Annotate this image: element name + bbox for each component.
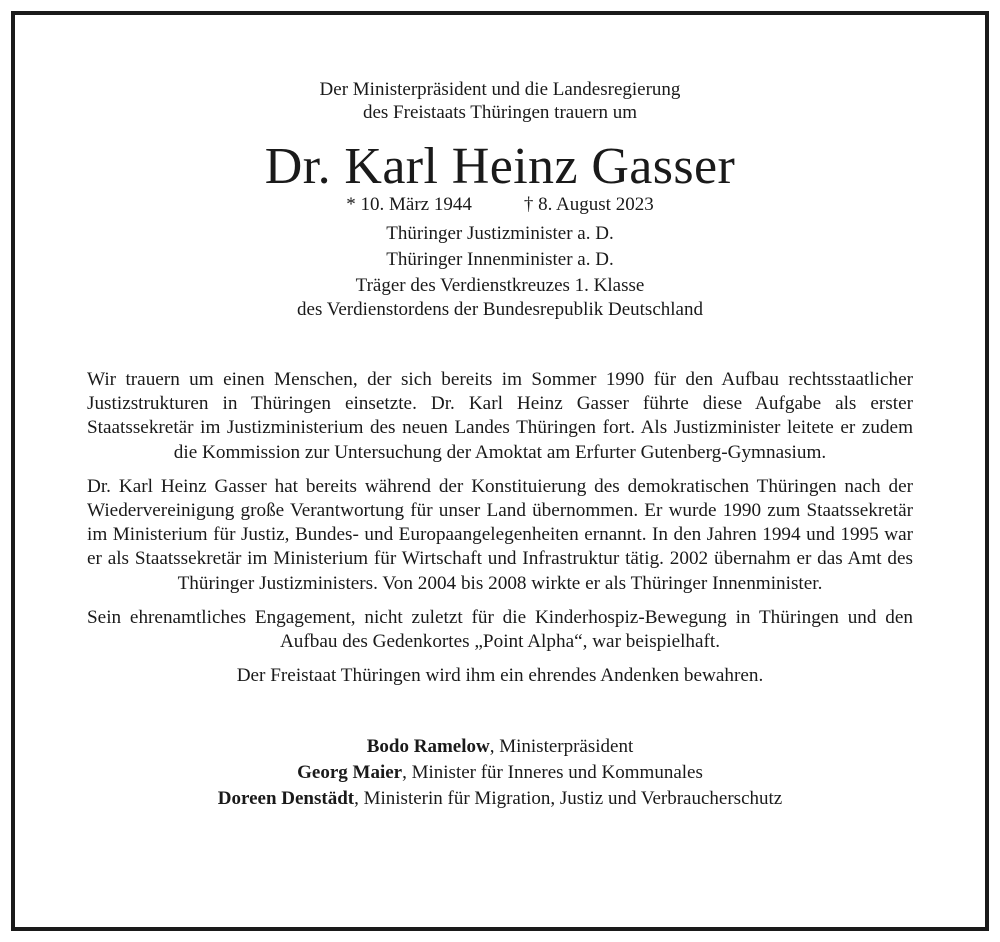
signer-name: Bodo Ramelow: [366, 736, 490, 758]
closing-line: Der Freistaat Thüringen wird ihm ein ehrendes Andenken bewahren.: [236, 665, 764, 687]
signature-block: [87, 734, 913, 812]
death-date: † 8. August 2023: [523, 194, 654, 215]
obituary-notice: [87, 78, 913, 812]
signer-role: , Ministerpräsident: [489, 736, 634, 758]
life-dates: [87, 193, 913, 217]
honors-list: [87, 222, 913, 322]
signer-role: , Minister für Inneres und Kommunales: [402, 762, 703, 784]
signer-line: [87, 760, 913, 786]
signer-name: Doreen Denstädt: [217, 788, 355, 810]
title-line: Thüringer Justizminister a. D.: [386, 223, 614, 244]
title-line: Thüringer Innenminister a. D.: [386, 249, 614, 270]
body-paragraph: Sein ehrenamtliches Engagement, nicht zuletzt für die Kinderhospiz-Bewegung in Thüringen und den Aufbau des Gedenkortes „Point Alpha“, war beispielhaft.: [87, 606, 913, 653]
intro-text: [87, 78, 913, 124]
signer-line: [87, 786, 913, 812]
body-paragraph: Dr. Karl Heinz Gasser hat bereits während der Konstituierung des demokratischen Thüringen nach der Wiedervereinigung große Verantwortung für unser Land übernommen. Er wurde 1990 zum Staatssekretär im Ministerium für Justiz, Bundes- und Europaangelegenheiten ernannt. In den Jahren 1994 und 1995 war er als Staatssekretär im Ministerium für Wirtschaft und Infrastruktur tätig. 2002 übernahm er das Amt des Thüringer Justizministers. Von 2004 bis 2008 wirkte er als Thüringer Innenminister.: [87, 475, 913, 594]
signer-line: [87, 734, 913, 760]
intro-line-2: des Freistaats Thüringen trauern um: [362, 102, 638, 123]
deceased-name: Dr. Karl Heinz Gasser: [264, 138, 736, 195]
birth-date: * 10. März 1944: [346, 194, 472, 215]
title-line: des Verdienstordens der Bundesrepublik Deutschland: [297, 299, 703, 320]
body-paragraph: Wir trauern um einen Menschen, der sich bereits im Sommer 1990 für den Aufbau rechtsstaatlicher Justizstrukturen in Thüringen einsetzte. Dr. Karl Heinz Gasser führte diese Aufgabe als erster Staatssekretär im Justizministerium des neuen Landes Thüringen fort. Als Justizminister leitete er zudem die Kommission zur Untersuchung der Amoktat am Erfurter Gutenberg-Gymnasium.: [87, 369, 913, 463]
title-line: Träger des Verdienstkreuzes 1. Klasse: [355, 275, 645, 296]
intro-line-1: Der Ministerpräsident und die Landesregierung: [319, 79, 681, 100]
signer-role: , Ministerin für Migration, Justiz und Verbraucherschutz: [354, 788, 783, 810]
signer-name: Georg Maier: [297, 762, 403, 784]
